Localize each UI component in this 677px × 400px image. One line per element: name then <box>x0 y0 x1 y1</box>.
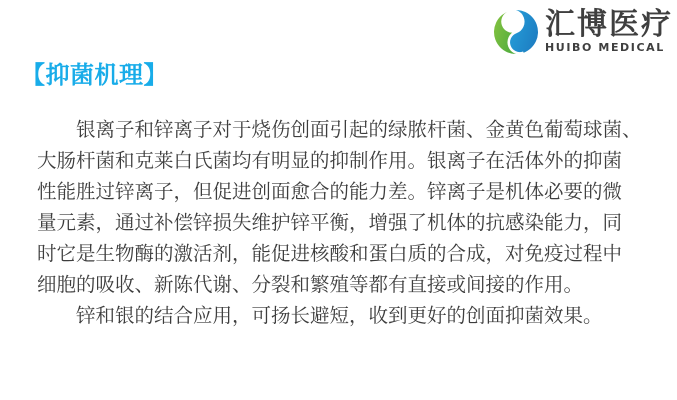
section-title: 【抑菌机理】 <box>21 61 168 89</box>
logo-name-en: HUIBO MEDICAL <box>545 41 665 54</box>
body-text-line: 细胞的吸收、新陈代谢、分裂和繁殖等都有直接或间接的作用。 <box>37 273 584 296</box>
logo-name-cn: 汇博医疗 <box>545 7 673 42</box>
body-text-line: 量元素，通过补偿锌损失维护锌平衡，增强了机体的抗感染能力，同 <box>37 211 623 234</box>
huibo-logo <box>492 8 673 55</box>
body-text-line: 锌和银的结合应用，可扬长避短，收到更好的创面抑菌效果。 <box>37 304 603 327</box>
body-text-line: 时它是生物酶的激活剂，能促进核酸和蛋白质的合成，对免疫过程中 <box>37 242 623 265</box>
huibo-logo-text <box>545 8 673 54</box>
body-text-line: 银离子和锌离子对于烧伤创面引起的绿脓杆菌、金黄色葡萄球菌、 <box>37 118 642 141</box>
body-text <box>37 114 653 331</box>
body-text-line: 性能胜过锌离子，但促进创面愈合的能力差。锌离子是机体必要的微 <box>37 180 623 203</box>
huibo-swirl-icon <box>492 9 540 55</box>
body-text-line: 大肠杆菌和克莱白氏菌均有明显的抑制作用。银离子在活体外的抑菌 <box>37 149 623 172</box>
